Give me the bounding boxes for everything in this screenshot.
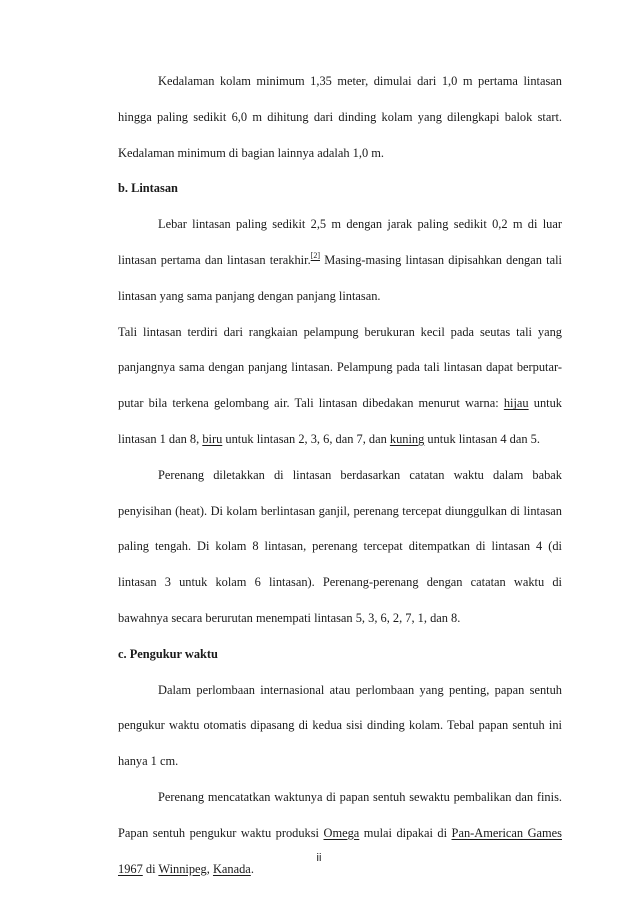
page-number: ii <box>316 852 322 864</box>
link-hijau[interactable]: hijau <box>503 396 529 411</box>
timing-history-text-a: Perenang mencatatkan waktunya di papan sentuh sewaktu pembalikan dan finis. Papan sentuh pengukur waktu produksi <box>118 789 562 840</box>
paragraph-pool-depth <box>118 64 562 171</box>
lane-rope-text-d: untuk lintasan 4 dan 5. <box>424 431 540 446</box>
timing-history-text-f: . <box>250 861 254 876</box>
paragraph-timing-history <box>118 780 562 887</box>
paragraph-swimmer-seeding <box>118 458 562 637</box>
reference-link-2[interactable]: [2] <box>310 250 320 260</box>
link-kanada[interactable]: Kanada <box>212 861 251 876</box>
pool-depth-text: Kedalaman kolam minimum 1,35 meter, dimulai dari 1,0 m pertama lintasan hingga paling sedikit 6,0 m dihitung dari dinding kolam yang dilengkapi balok start. Kedalaman minimum di bagian lainnya adalah 1,0 m. <box>118 74 562 160</box>
lane-rope-text-b: untuk lintasan 1 dan 8, <box>118 396 562 446</box>
heading-lintasan: b. Lintasan <box>118 181 178 196</box>
link-pan-american-games[interactable]: Pan-American Games <box>451 825 562 840</box>
link-1967[interactable]: 1967 <box>118 861 143 876</box>
timing-history-text-b: mulai dipakai di <box>359 825 452 840</box>
paragraph-lane-rope <box>118 315 562 458</box>
link-winnipeg[interactable]: Winnipeg <box>158 861 207 876</box>
lane-rope-text-c: untuk lintasan 2, 3, 6, dan 7, dan <box>222 431 390 446</box>
touch-pad-text: Dalam perlombaan internasional atau perlombaan yang penting, papan sentuh pengukur waktu otomatis dipasang di kedua sisi dinding kolam. Tebal papan sentuh ini hanya 1 cm. <box>118 682 562 769</box>
lane-rope-text-a: Tali lintasan terdiri dari rangkaian pelampung berukuran kecil pada seutas tali yang panjangnya sama dengan panjang lintasan. Pelampung pada tali lintasan dapat berputar-putar bila terkena gelombang air. Tali lintasan dibedakan menurut warna: <box>118 324 562 411</box>
link-kuning[interactable]: kuning <box>389 431 425 446</box>
page-content <box>118 64 562 887</box>
heading-pengukur-waktu: c. Pengukur waktu <box>118 646 218 661</box>
timing-history-text-e: , <box>206 861 213 876</box>
paragraph-touch-pad <box>118 673 562 780</box>
lane-width-text-b: Masing-masing lintasan dipisahkan dengan tali lintasan yang sama panjang dengan panjang lintasan. <box>118 252 562 303</box>
timing-history-text-d: di <box>142 861 159 876</box>
lane-width-text-a: Lebar lintasan paling sedikit 2,5 m dengan jarak paling sedikit 0,2 m di luar lintasan pertama dan lintasan terakhir. <box>118 217 562 267</box>
paragraph-lane-width <box>118 207 562 314</box>
swimmer-seeding-text: Perenang diletakkan di lintasan berdasarkan catatan waktu dalam babak penyisihan (heat). Di kolam berlintasan ganjil, perenang tercepat diunggulkan di lintasan paling tengah. Di kolam 8 lintasan, perenang tercepat ditempatkan di lintasan 4 (di lintasan 3 untuk kolam 6 lintasan). Perenang-perenang dengan catatan waktu di bawahnya secara berurutan menempati lintasan 5, 3, 6, 2, 7, 1, dan 8. <box>118 467 562 625</box>
link-omega[interactable]: Omega <box>323 825 360 840</box>
link-biru[interactable]: biru <box>202 431 223 446</box>
